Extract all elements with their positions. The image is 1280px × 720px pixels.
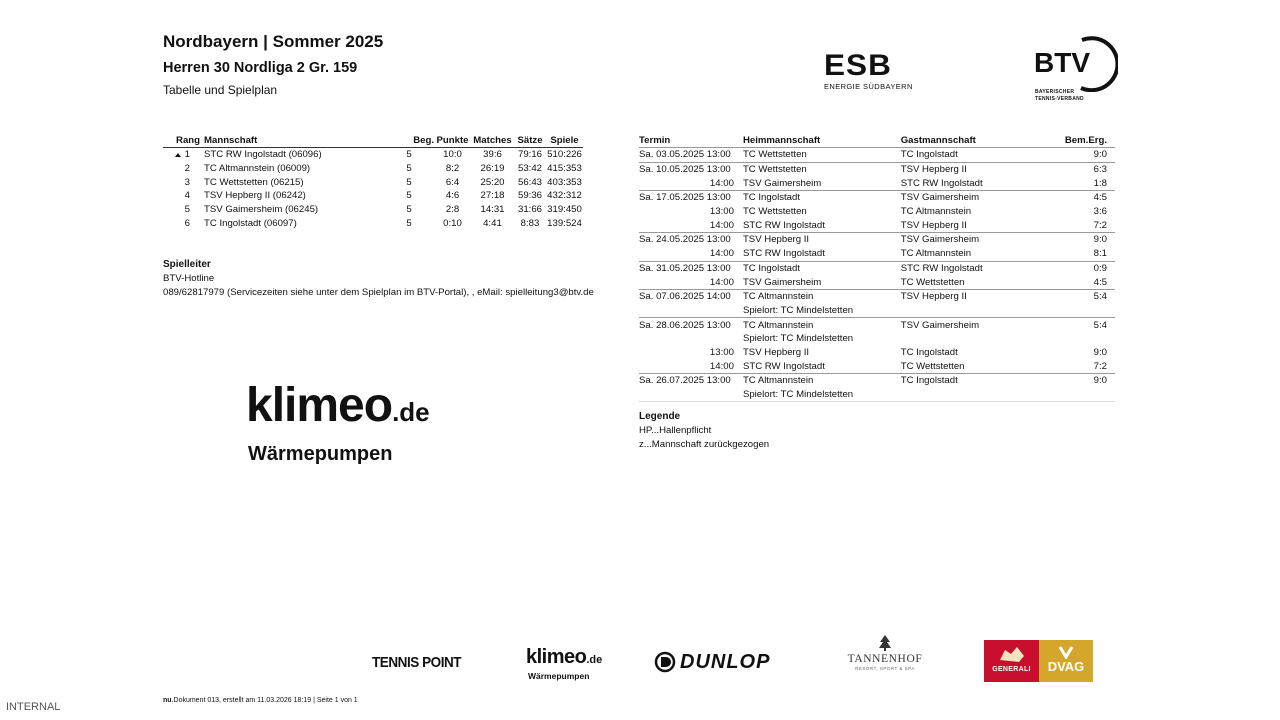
result: 5:4 xyxy=(1088,289,1115,303)
away-team: TC Ingolstadt xyxy=(901,374,1053,388)
games-played: 5 xyxy=(406,217,412,229)
col-header-mannschaft: Mannschaft xyxy=(204,135,258,146)
away-team: TSV Hepberg II xyxy=(900,219,967,231)
col-header-bem: Bem. xyxy=(1064,135,1089,146)
footer-brand: nu xyxy=(163,697,172,704)
generali-logo-text: GENERALI xyxy=(992,666,1031,673)
remark xyxy=(1052,162,1088,176)
btv-logo xyxy=(1034,36,1118,104)
match-row xyxy=(639,359,1115,373)
sets: 59:36 xyxy=(517,190,542,202)
home-team: TSV Hepberg II xyxy=(742,346,810,358)
result: 7:2 xyxy=(1093,219,1107,231)
col-header-spiele: Spiele xyxy=(550,135,579,146)
remark xyxy=(1052,304,1088,318)
rank: 1 xyxy=(184,149,190,161)
tannenhof-logo xyxy=(842,634,928,680)
home-team: TSV Gaimersheim xyxy=(742,276,822,288)
points: 8:2 xyxy=(445,163,460,175)
home-team: TC Wettstetten xyxy=(743,148,901,163)
tennispoint-logo-text: TENNIS POINT xyxy=(372,654,462,671)
away-team: STC RW Ingolstadt xyxy=(900,177,983,189)
remark xyxy=(1052,247,1088,261)
rank: 3 xyxy=(184,176,190,188)
result: 9:0 xyxy=(1093,346,1107,358)
home-team: TSV Hepberg II xyxy=(743,233,901,247)
matches: 26:19 xyxy=(480,163,505,175)
team-name: TC Wettstetten (06215) xyxy=(204,176,304,188)
esb-logo-mark: ESB xyxy=(824,49,892,82)
schedule-header-row xyxy=(639,134,1115,148)
games: 403:353 xyxy=(547,176,582,188)
games-played: 5 xyxy=(406,190,412,202)
remark xyxy=(1052,289,1088,303)
match-row xyxy=(639,218,1115,232)
standings-row xyxy=(163,175,583,189)
tannenhof-logo-text: TANNENHOF xyxy=(847,653,923,665)
remark xyxy=(1052,261,1088,275)
col-header-erg: Erg. xyxy=(1088,135,1107,146)
remark xyxy=(1052,176,1088,190)
remark xyxy=(1052,346,1088,360)
col-header-matches: Matches xyxy=(473,135,512,146)
home-team: STC RW Ingolstadt xyxy=(742,219,825,231)
match-row xyxy=(639,374,1115,388)
schedule-table xyxy=(639,134,1115,402)
standings-row xyxy=(163,189,583,203)
rank: 4 xyxy=(184,190,190,202)
standings-row xyxy=(163,148,583,162)
match-date: 14:00 xyxy=(709,360,734,372)
home-team: STC RW Ingolstadt xyxy=(742,360,825,372)
home-team: TC Ingolstadt xyxy=(743,191,901,205)
dvag-logo xyxy=(1039,640,1093,682)
games: 432:312 xyxy=(547,190,582,202)
result: 3:6 xyxy=(1093,206,1107,218)
remark xyxy=(1052,191,1088,205)
away-team: TSV Gaimersheim xyxy=(901,233,1053,247)
home-team: Spielort: TC Mindelstetten xyxy=(742,304,854,316)
spielleiter-hotline: BTV-Hotline xyxy=(163,273,215,284)
col-header-gast: Gastmannschaft xyxy=(900,135,976,146)
match-date xyxy=(639,332,743,346)
klimeo-small-logo xyxy=(526,646,618,681)
sets: 53:42 xyxy=(517,163,542,175)
team-name: TC Altmannstein (06009) xyxy=(204,163,311,175)
result: 9:0 xyxy=(1088,374,1115,388)
generali-logo xyxy=(984,640,1039,682)
away-team: TC Altmannstein xyxy=(900,248,972,260)
remark xyxy=(1052,275,1088,289)
games-played: 5 xyxy=(406,149,412,161)
match-row xyxy=(639,176,1115,190)
match-date: 14:00 xyxy=(709,219,734,231)
games-played: 5 xyxy=(406,163,412,175)
home-team: TC Ingolstadt xyxy=(743,261,901,275)
dunlop-logo-text: DUNLOP xyxy=(680,651,771,673)
match-row xyxy=(639,275,1115,289)
promotion-arrow-icon xyxy=(175,153,181,157)
match-row xyxy=(639,191,1115,205)
home-team: TSV Gaimersheim xyxy=(742,177,822,189)
match-date: Sa. 31.05.2025 13:00 xyxy=(639,261,743,275)
col-header-beg: Beg. xyxy=(413,135,434,146)
btv-logo-sub1: BAYERISCHER xyxy=(1035,89,1075,95)
away-team: TC Ingolstadt xyxy=(901,148,1053,163)
match-date xyxy=(639,388,743,402)
home-team: Spielort: TC Mindelstetten xyxy=(743,388,901,402)
dunlop-logo xyxy=(654,650,804,674)
klimeo-small-logo-tld: .de xyxy=(586,654,603,666)
matches: 39:6 xyxy=(483,149,502,161)
match-row xyxy=(639,289,1115,303)
match-row xyxy=(639,318,1115,332)
rank: 6 xyxy=(184,217,190,229)
result xyxy=(1088,332,1115,346)
btv-logo-sub2: TENNIS-VERBAND xyxy=(1035,96,1084,102)
result: 9:0 xyxy=(1088,233,1115,247)
match-row xyxy=(639,247,1115,261)
away-team: TSV Gaimersheim xyxy=(901,318,1053,332)
klimeo-small-logo-sub: Wärmepumpen xyxy=(528,671,590,681)
remark xyxy=(1052,205,1088,219)
team-name: TSV Gaimersheim (06245) xyxy=(204,204,319,216)
games-played: 5 xyxy=(406,176,412,188)
match-row xyxy=(639,261,1115,275)
away-team: TSV Hepberg II xyxy=(901,289,1053,303)
points: 10:0 xyxy=(443,149,462,161)
standings-header-row xyxy=(163,134,583,148)
result: 8:1 xyxy=(1093,248,1107,260)
match-date xyxy=(639,304,743,318)
match-date: Sa. 03.05.2025 13:00 xyxy=(639,148,743,163)
result xyxy=(1088,304,1115,318)
away-team: STC RW Ingolstadt xyxy=(901,261,1053,275)
points: 4:6 xyxy=(445,190,460,202)
generali-dvag-logo xyxy=(984,640,1093,682)
btv-logo-mark: BTV xyxy=(1034,47,1090,78)
col-header-rang: Rang xyxy=(176,135,200,146)
result: 7:2 xyxy=(1093,360,1107,372)
matches: 25:20 xyxy=(480,176,505,188)
team-name: TC Ingolstadt (06097) xyxy=(204,217,297,229)
match-row xyxy=(639,233,1115,247)
games: 319:450 xyxy=(547,204,582,216)
result: 1:8 xyxy=(1093,177,1107,189)
document-title: Nordbayern | Sommer 2025 xyxy=(163,32,384,51)
klimeo-logo xyxy=(246,379,470,465)
generali-lion-icon xyxy=(997,644,1027,664)
match-date: 14:00 xyxy=(709,177,734,189)
remark xyxy=(1052,218,1088,232)
esb-logo-sub: ENERGIE SÜDBAYERN xyxy=(824,82,913,91)
match-date: Sa. 17.05.2025 13:00 xyxy=(639,191,743,205)
matches: 14:31 xyxy=(480,204,505,216)
standings-table xyxy=(163,134,583,230)
home-team: TC Altmannstein xyxy=(743,318,901,332)
venue-row xyxy=(639,388,1115,402)
document-footer xyxy=(163,697,358,704)
result: 9:0 xyxy=(1088,148,1115,163)
result: 0:9 xyxy=(1088,261,1115,275)
remark xyxy=(1052,332,1088,346)
home-team: TC Altmannstein xyxy=(743,374,901,388)
tannenhof-emblem-icon xyxy=(877,634,893,652)
internal-watermark: INTERNAL xyxy=(6,701,61,713)
games: 415:353 xyxy=(547,163,582,175)
tannenhof-logo-sub: RESORT, SPORT & SPA xyxy=(855,666,915,671)
spielleiter-contact: 089/62817979 (Servicezeiten siehe unter dem Spielplan im BTV-Portal), , eMail: spielleitung3@btv.de xyxy=(163,287,594,298)
match-date: Sa. 28.06.2025 13:00 xyxy=(639,318,743,332)
match-row xyxy=(639,346,1115,360)
matches: 27:18 xyxy=(480,190,505,202)
klimeo-logo-tld: .de xyxy=(392,397,430,427)
games-played: 5 xyxy=(406,204,412,216)
esb-logo xyxy=(824,49,928,94)
away-team: TC Wettstetten xyxy=(900,360,965,372)
standings-row xyxy=(163,216,583,230)
rank: 2 xyxy=(184,163,190,175)
col-header-saetze: Sätze xyxy=(517,135,543,146)
dunlop-flying-d-icon xyxy=(654,651,676,673)
remark xyxy=(1052,359,1088,373)
tennispoint-logo xyxy=(372,650,484,676)
klimeo-logo-text: klimeo xyxy=(246,379,393,432)
col-header-heim: Heimmannschaft xyxy=(742,135,821,146)
legend-heading: Legende xyxy=(639,411,681,422)
spielleiter-heading: Spielleiter xyxy=(163,259,211,270)
match-date: 13:00 xyxy=(709,206,734,218)
match-date: 14:00 xyxy=(709,276,734,288)
away-team xyxy=(901,388,1053,402)
dvag-v-icon xyxy=(1058,645,1074,659)
remark xyxy=(1052,374,1088,388)
match-row xyxy=(639,148,1115,163)
match-row xyxy=(639,162,1115,176)
sets: 8:83 xyxy=(520,217,540,229)
matches: 4:41 xyxy=(483,217,502,229)
klimeo-small-logo-text: klimeo xyxy=(526,646,587,668)
match-row xyxy=(639,205,1115,219)
team-name: STC RW Ingolstadt (06096) xyxy=(204,149,322,161)
points: 2:8 xyxy=(445,204,460,216)
home-team: TC Altmannstein xyxy=(743,289,901,303)
result: 6:3 xyxy=(1088,162,1115,176)
legend-item-z: z...Mannschaft zurückgezogen xyxy=(639,439,770,450)
away-team xyxy=(901,332,1053,346)
remark xyxy=(1052,318,1088,332)
remark xyxy=(1052,233,1088,247)
remark xyxy=(1052,148,1088,163)
venue-row xyxy=(639,332,1115,346)
points: 6:4 xyxy=(445,176,460,188)
document-subtitle: Tabelle und Spielplan xyxy=(163,83,278,97)
sets: 31:66 xyxy=(517,204,542,216)
sets: 79:16 xyxy=(517,149,542,161)
games: 510:226 xyxy=(547,149,582,161)
away-team: TC Altmannstein xyxy=(900,206,972,218)
rank: 5 xyxy=(184,204,190,216)
legend-item-hp: HP...Hallenpflicht xyxy=(639,425,712,436)
away-team: TSV Gaimersheim xyxy=(901,191,1053,205)
match-date: Sa. 10.05.2025 13:00 xyxy=(639,162,743,176)
team-name: TSV Hepberg II (06242) xyxy=(204,190,306,202)
home-team: Spielort: TC Mindelstetten xyxy=(742,333,854,345)
match-date: Sa. 26.07.2025 13:00 xyxy=(639,374,743,388)
league-title: Herren 30 Nordliga 2 Gr. 159 xyxy=(163,60,358,76)
sets: 56:43 xyxy=(517,176,542,188)
points: 0:10 xyxy=(443,217,462,229)
dvag-logo-text: DVAG xyxy=(1047,659,1085,674)
match-date: 13:00 xyxy=(709,346,734,358)
result: 4:5 xyxy=(1093,276,1107,288)
klimeo-logo-sub: Wärmepumpen xyxy=(248,443,393,465)
standings-row xyxy=(163,162,583,176)
col-header-punkte: Punkte xyxy=(436,135,469,146)
match-date: 14:00 xyxy=(709,248,734,260)
home-team: TC Wettstetten xyxy=(743,162,901,176)
away-team: TSV Hepberg II xyxy=(901,162,1053,176)
standings-row xyxy=(163,203,583,217)
col-header-termin: Termin xyxy=(639,135,671,146)
result xyxy=(1088,388,1115,402)
home-team: TC Wettstetten xyxy=(742,206,807,218)
away-team xyxy=(901,304,1053,318)
away-team: TC Wettstetten xyxy=(900,276,965,288)
away-team: TC Ingolstadt xyxy=(900,346,958,358)
home-team: STC RW Ingolstadt xyxy=(742,248,825,260)
match-date: Sa. 24.05.2025 13:00 xyxy=(639,233,743,247)
result: 5:4 xyxy=(1088,318,1115,332)
remark xyxy=(1052,388,1088,402)
venue-row xyxy=(639,304,1115,318)
footer-text: .Dokument 013, erstellt am 11.03.2026 18:19 | Seite 1 von 1 xyxy=(171,697,358,704)
result: 4:5 xyxy=(1088,191,1115,205)
match-date: Sa. 07.06.2025 14:00 xyxy=(639,289,743,303)
games: 139:524 xyxy=(547,217,582,229)
